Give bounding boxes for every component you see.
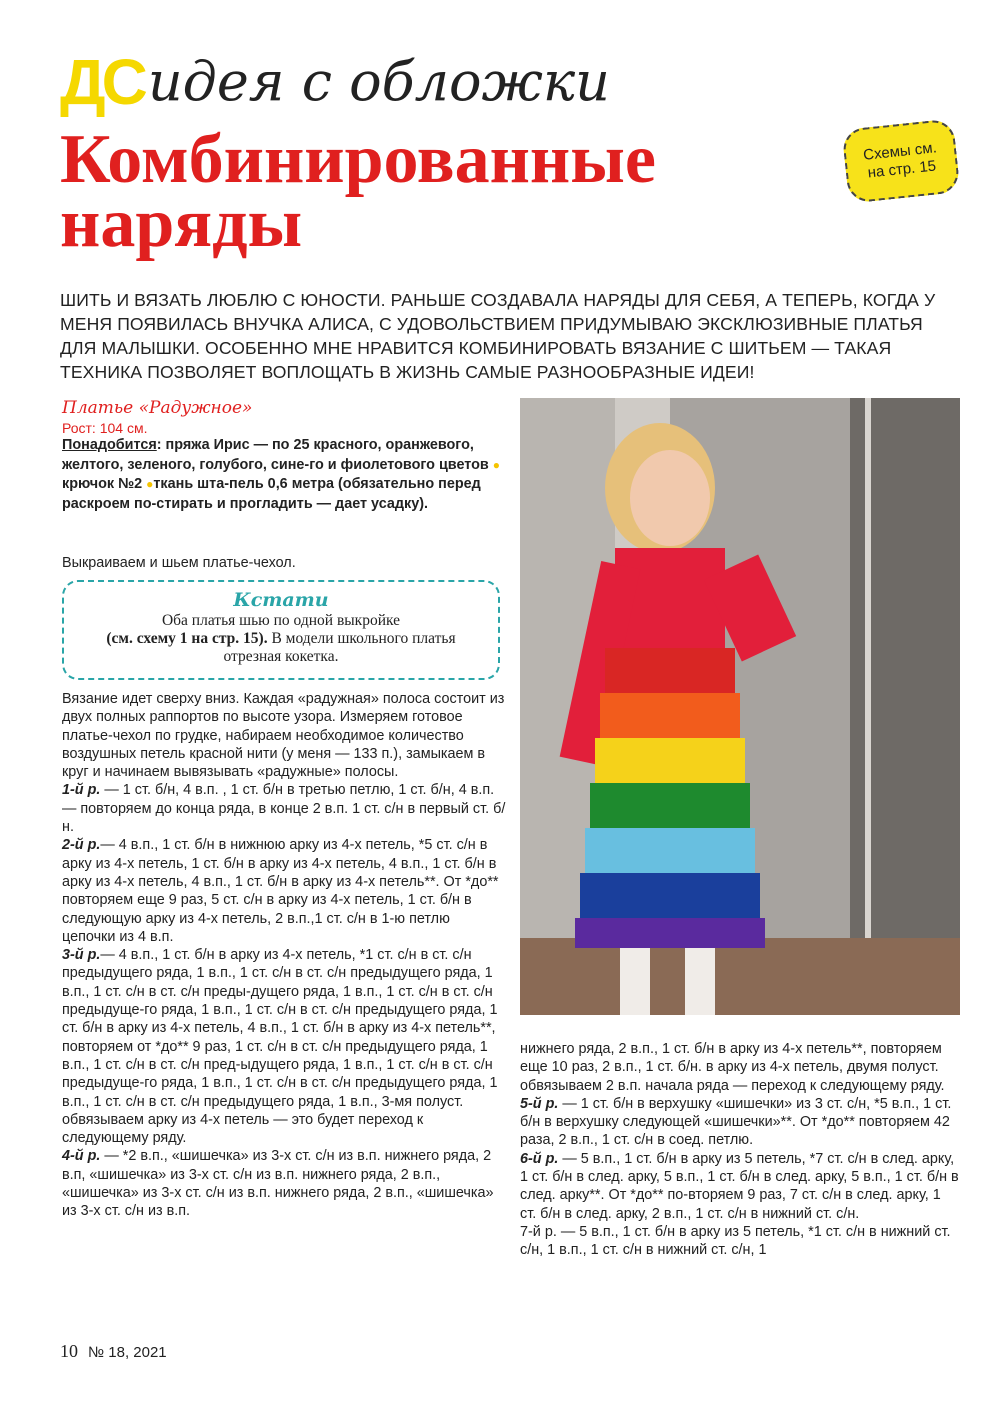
page-number: 10 — [60, 1341, 78, 1361]
row-4-text: — *2 в.п., «шишечка» из 3-х ст. с/н из в.п. нижнего ряда, 2 в.п, «шишечка» из 3-х ст. с/н из в.п. нижнего ряда, 2 в.п., «шишечка» из 3-х ст. с/н из в.п. нижнего ряда, 2 в.п., «шишечка» из 3-х ст. с/н из в.п. — [62, 1148, 494, 1220]
article-title — [60, 121, 820, 262]
badge-line-1: Схемы см. — [862, 139, 938, 164]
intro-paragraph: ШИТЬ И ВЯЗАТЬ ЛЮБЛЮ С ЮНОСТИ. РАНЬШЕ СОЗДАВАЛА НАРЯДЫ ДЛЯ СЕБЯ, А ТЕПЕРЬ, КОГДА У МЕНЯ ПОЯВИЛАСЬ ВНУЧКА АЛИСА, С УДОВОЛЬСТВИЕМ ПРИДУМЫВАЮ ЭКСКЛЮЗИВНЫЕ ПЛАТЬЯ ДЛЯ МАЛЫШКИ. ОСОБЕННО МНЕ НРАВИТСЯ КОМБИНИРОВАТЬ ВЯЗАНИЕ С ШИТЬЕМ — ТАКАЯ ТЕХНИКА ПОЗВОЛЯЕТ ВОПЛОЩАТЬ В ЖИЗНЬ САМЫЕ РАЗНООБРАЗНЫЕ ИДЕИ! — [60, 290, 936, 382]
magazine-logo: ДС — [60, 46, 144, 118]
row-4 — [62, 1147, 506, 1220]
row-2 — [62, 836, 506, 946]
row-3 — [62, 946, 506, 1147]
note-line-3: отрезная кокетка. — [223, 648, 339, 665]
row-6-text: — 5 в.п., 1 ст. б/н в арку из 5 петель, *7 ст. с/н в след. арку, 1 ст. б/н в след. арку, 5 в.п., 1 ст. б/н в след. арку, 5 в.п., 1 ст. б/н в след. арку**. От *до** по-вторяем 9 раз, 7 ст. с/н в след. арку, 1 ст. б/н в след. арку, 2 в.п., 1 ст. с/н в нижний ст. с/н. — [520, 1150, 959, 1222]
row-5-text: — 1 ст. б/н в верхушку «шишечки» из 3 ст. с/н, *5 в.п., 1 ст. б/н в верхушку следующей «шишечки»**. От *до** повторяем 42 раза, 2 в.п., 1 ст. с/н в соед. петлю. — [520, 1095, 952, 1149]
note-text — [64, 612, 498, 666]
materials-fabric: ткань шта-пель 0,6 метра (обязательно перед раскроем по-стирать и прогладить — дает усадку). — [62, 476, 481, 512]
row-5 — [520, 1095, 960, 1150]
row-6-label: 6-й р. — [520, 1150, 559, 1167]
instructions-left-column — [62, 690, 506, 1221]
note-title: Кстати — [233, 589, 329, 611]
title-line-1: Комбинированные — [60, 121, 656, 198]
instructions-right-column — [520, 1040, 960, 1260]
row-1-label: 1-й р. — [62, 782, 101, 799]
rubric-header — [60, 46, 610, 122]
row-5-label: 5-й р. — [520, 1095, 559, 1112]
bullet-icon: ● — [146, 477, 154, 491]
rubric-title: идея с обложки — [147, 50, 610, 113]
row-3-label: 3-й р. — [62, 947, 101, 964]
materials-label: Понадобится — [62, 437, 157, 453]
cut-instruction: Выкраиваем и шьем платье-чехол. — [62, 555, 296, 571]
note-box — [62, 580, 500, 680]
row-1-text: — 1 ст. б/н, 4 в.п. , 1 ст. б/н в третью петлю, 1 ст. б/н, 4 в.п. — повторяем до конца ряда, в конце 2 в.п. 1 ст. с/н в первый ст. б/н. — [62, 782, 506, 836]
materials-list — [62, 436, 506, 514]
page-footer — [60, 1341, 167, 1362]
model-height: Рост: 104 см. — [62, 420, 148, 436]
title-line-2: наряды — [60, 185, 303, 262]
schemes-badge — [841, 118, 960, 203]
row-7: 7-й р. — 5 в.п., 1 ст. б/н в арку из 5 петель, *1 ст. с/н в нижний ст. с/н, 1 в.п., 1 ст. с/н в нижний ст. с/н, 1 — [520, 1223, 951, 1259]
note-line-1: Оба платья шью по одной выкройке — [161, 612, 401, 629]
row-6 — [520, 1150, 960, 1223]
materials-hook: крючок №2 — [62, 476, 143, 492]
knitting-intro: Вязание идет сверху вниз. Каждая «радужная» полоса состоит из двух полных раппортов по высоте узора. Измеряем готовое платье-чехол по грудке, набираем необходимое количество воздушных петель красной нити (у меня — 133 п.), замыкаем в круг и начинаем вывязывать «радужные» полосы. — [62, 691, 505, 781]
materials-yarn: : пряжа Ирис — по 25 красного, оранжевого, желтого, зеленого, голубого, сине-го и фиолетового цветов — [62, 437, 489, 473]
row-3-text: — 4 в.п., 1 ст. б/н в арку из 4-х петель, *1 ст. с/н в ст. с/н предыдущего ряда, 1 в.п., 1 ст. с/н в ст. с/н предыдущего ряда, 1 в.п., 1 ст. с/н в ст. с/н преды-дущего ряда, 1 в.п., 1 ст. с/н в ст. с/н предыдуще-го ряда, 1 в.п., 1 ст. с/н в ст. с/н предыдущего ряда, 1 ст. б/н в арку из 4-х петель, 4 в.п., 1 ст. б/н в арку из 4-х петель**, повторяем от *до** 9 раз, 1 ст. с/н в ст. с/н предыдущего ряда, 1 в.п., 1 ст. с/н в ст. с/н пред-ыдущего ряда, 1 в.п., 1 ст. с/н в ст. с/н предыдуще-го ряда, 1 в.п., 1 ст. с/н в ст. с/н предыдущего ряда, 1 в.п., 1 ст. с/н в ст. с/н предыдущего ряда, 1 в.п., 3-мя полуст. обвязываем арку из 4-х петель — это будет переход к следующему ряду. — [62, 947, 498, 1147]
dress-photo — [520, 398, 960, 1015]
issue-number: № 18, 2021 — [88, 1344, 167, 1361]
note-line-2-rest: В модели школьного платья — [267, 630, 456, 647]
row-4-label: 4-й р. — [62, 1148, 101, 1165]
row-2-label: 2-й р. — [62, 837, 101, 854]
row-4-continuation: нижнего ряда, 2 в.п., 1 ст. б/н в арку из 4-х петель**, повторяем еще 10 раз, 2 в.п., 1 ст. б/н. в арку из 4-х петель, двумя полуст. обвязываем 2 в.п. начала ряда — переход к следующему ряду. — [520, 1041, 945, 1094]
row-1 — [62, 781, 506, 836]
note-line-2-bold: (см. схему 1 на стр. 15). — [106, 630, 268, 647]
row-2-text: — 4 в.п., 1 ст. б/н в нижнюю арку из 4-х петель, *5 ст. с/н в арку из 4-х петель, 1 ст. б/н в арку из 4-х петель, 4 в.п., 1 ст. б/н в арку из 4-х петель, 4 в.п., 1 ст. б/н в арку из 4-х петель**. От *до** повторяем еще 9 раз, 5 ст. с/н в арку из 4-х петель, 1 ст. б/н в следующую арку из 4-х петель, 2 в.п.,1 ст. с/н в 1-ю петлю цепочки из 4 в.п. — [62, 837, 499, 945]
model-name: Платье «Радужное» — [62, 398, 253, 418]
bullet-icon: ● — [492, 457, 501, 472]
badge-line-2: на стр. 15 — [866, 157, 937, 182]
